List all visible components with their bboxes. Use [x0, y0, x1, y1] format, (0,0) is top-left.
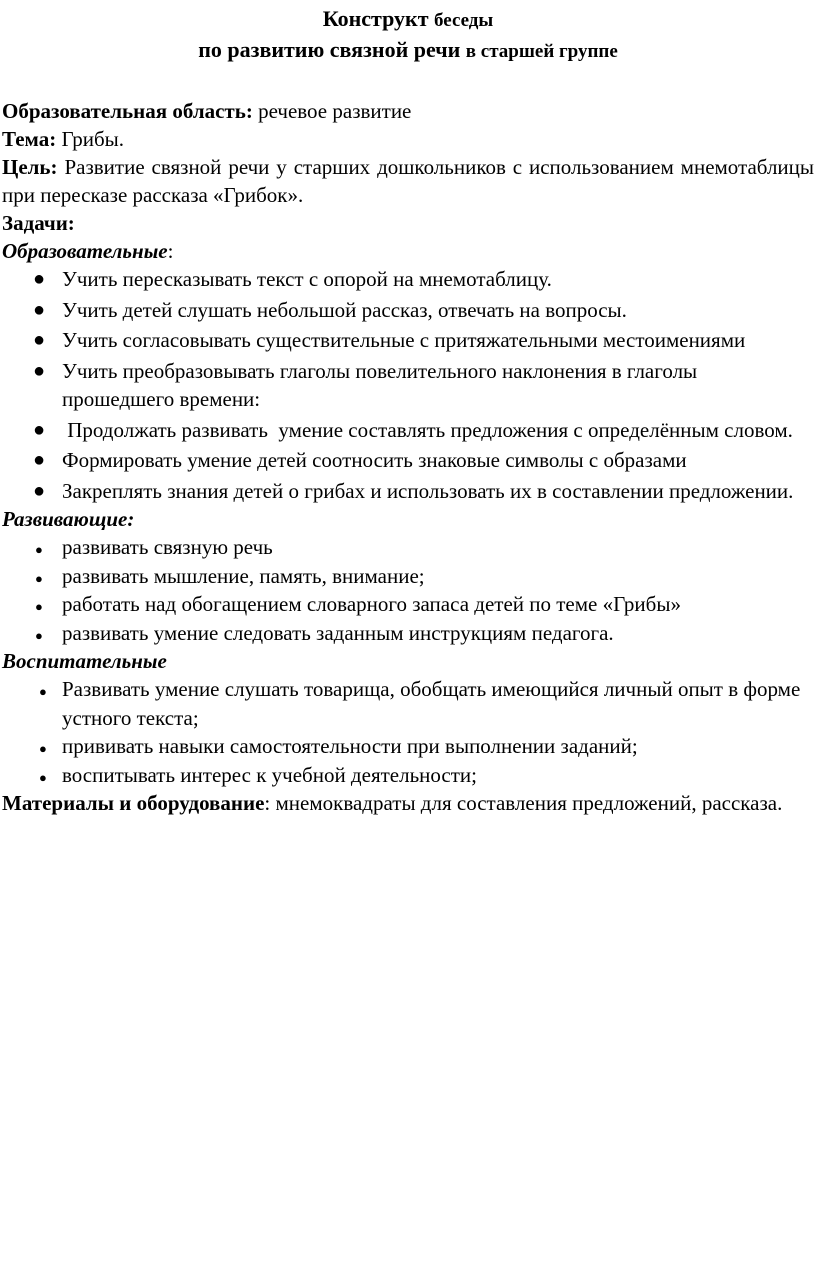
bullet-icon: ● [33, 418, 46, 441]
title-line-1 [2, 4, 814, 35]
list-item [2, 761, 814, 790]
tasks-heading: Задачи: [2, 211, 75, 235]
list-item [2, 446, 814, 475]
educational-label: Образовательные [2, 239, 168, 263]
topic-value: Грибы. [61, 127, 125, 151]
materials-line [2, 789, 814, 817]
list-item-text: Развивать умение слушать товарища, обобщать имеющийся личный опыт в форме устного текста; [62, 677, 801, 730]
list-item-text: Формировать умение детей соотносить знаковые символы с образами [62, 448, 687, 472]
list-item [2, 477, 814, 506]
educational-list [2, 265, 814, 505]
list-item [2, 265, 814, 294]
topic-label: Тема: [2, 127, 57, 151]
list-item [2, 326, 814, 355]
bullet-icon: ● [35, 599, 43, 614]
bullet-icon: ● [35, 542, 43, 557]
bullet-icon: ● [35, 627, 43, 643]
bullet-icon: ● [33, 449, 46, 471]
goal-value: Развитие связной речи у старших дошкольников с использованием мнемотаблицы при пересказе рассказа «Грибок». [2, 155, 815, 207]
list-item-text: Учить согласовывать существительные с притяжательными местоимениями [62, 328, 746, 352]
list-item [2, 675, 814, 732]
bullet-icon: ● [33, 268, 46, 290]
bullet-icon: ● [35, 570, 43, 586]
bullet-icon: ● [33, 359, 46, 382]
upbringing-heading: Воспитательные [2, 649, 167, 673]
title-main-1: Конструкт [322, 6, 429, 31]
list-item [2, 562, 814, 591]
list-item-text: развивать мышление, память, внимание; [62, 563, 425, 588]
title-small-2: в старшей группе [465, 41, 618, 62]
list-item [2, 533, 814, 562]
materials-label: Материалы и оборудование [2, 791, 265, 815]
list-item-text: Учить преобразовывать глаголы повелительного наклонения в глаголы прошедшего времени: [62, 358, 698, 411]
area-value: речевое развитие [258, 99, 412, 123]
area-label: Образовательная область: [2, 99, 253, 123]
educational-heading [2, 237, 814, 265]
title-small-1: беседы [434, 10, 494, 31]
spacer [2, 66, 814, 97]
list-item-text: развивать связную речь [62, 535, 273, 559]
educational-colon: : [167, 239, 174, 263]
bullet-icon: ● [33, 329, 46, 351]
list-item [2, 619, 814, 648]
goal-line [2, 153, 814, 209]
list-item-text: работать над обогащением словарного запаса детей по теме «Грибы» [62, 592, 681, 616]
developing-heading: Развивающие: [2, 507, 135, 531]
title-main-2: по развитию связной речи [198, 37, 461, 62]
bullet-icon: ● [39, 769, 47, 785]
bullet-icon: ● [33, 298, 46, 321]
list-item [2, 296, 814, 325]
list-item-text: Закреплять знания детей о грибах и использовать их в составлении предложении. [62, 478, 794, 503]
list-item-text: воспитывать интерес к учебной деятельности; [62, 762, 477, 787]
materials-value: : мнемоквадраты для составления предложений, рассказа. [264, 791, 783, 815]
list-item [2, 416, 814, 445]
document-title [2, 4, 814, 66]
list-item-text: Учить пересказывать текст с опорой на мнемотаблицу. [62, 267, 552, 291]
bullet-icon: ● [33, 479, 46, 502]
list-item [2, 357, 814, 414]
goal-label: Цель: [2, 155, 58, 179]
list-item [2, 590, 814, 619]
list-item-text: Учить детей слушать небольшой рассказ, отвечать на вопросы. [62, 297, 627, 322]
developing-list [2, 533, 814, 647]
list-item-text: Продолжать развивать умение составлять предложения с определённым словом. [62, 417, 793, 442]
title-line-2 [2, 35, 814, 66]
list-item [2, 732, 814, 761]
upbringing-list [2, 675, 814, 789]
topic-line [2, 125, 814, 153]
bullet-icon: ● [39, 684, 47, 699]
list-item-text: прививать навыки самостоятельности при выполнении заданий; [62, 734, 638, 758]
list-item-text: развивать умение следовать заданным инструкциям педагога. [62, 620, 614, 645]
area-line [2, 97, 814, 125]
bullet-icon: ● [39, 741, 47, 756]
